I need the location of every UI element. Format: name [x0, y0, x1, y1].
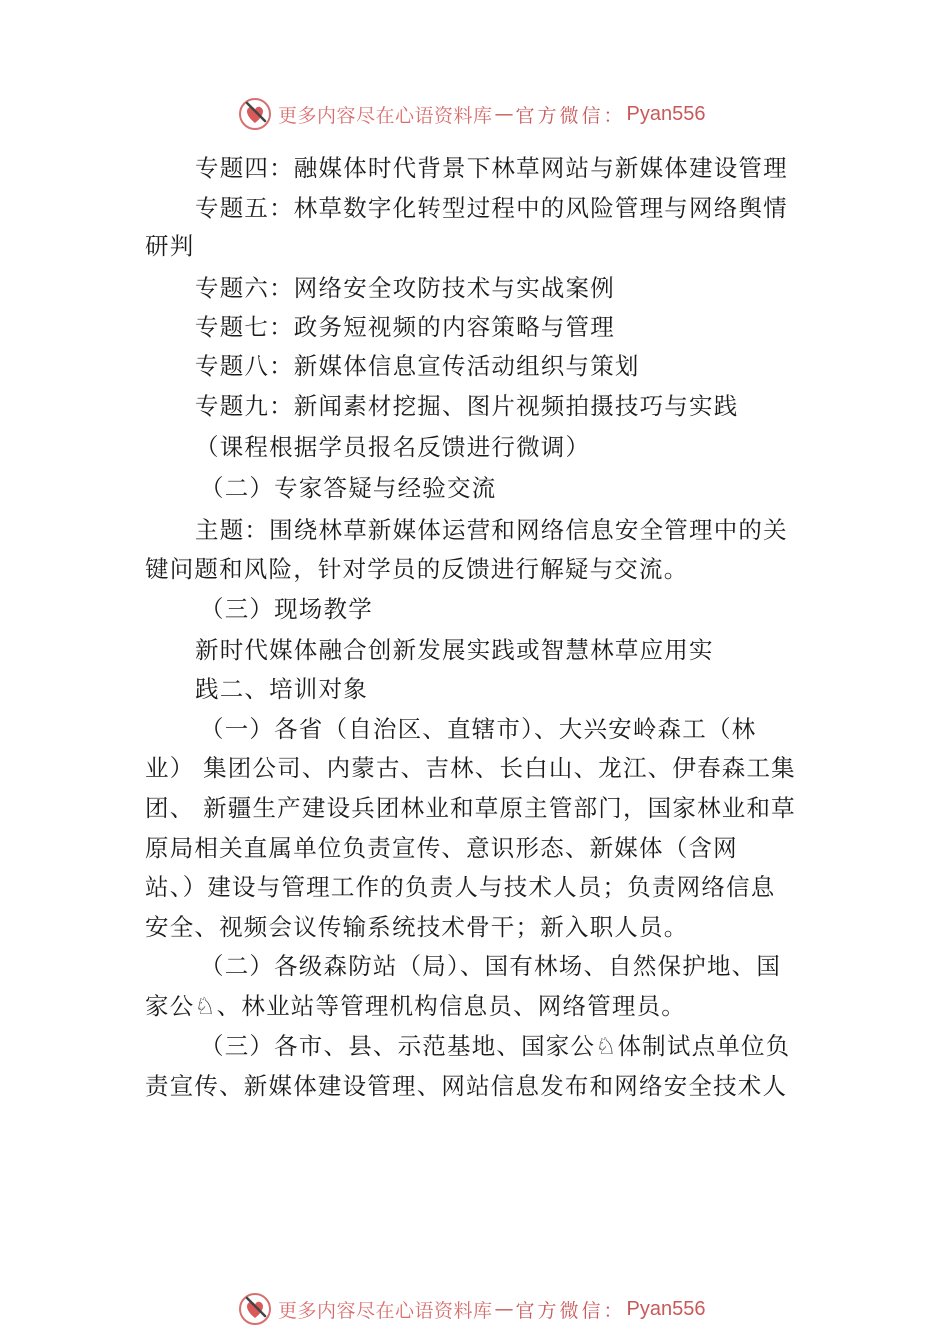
text-line: 业） 集团公司、内蒙古、吉林、长白山、龙江、伊春森工集 [145, 754, 796, 782]
text-line: （二）专家答疑与经验交流 [200, 474, 497, 502]
watermark-wechat-label: 官方微信 [515, 104, 604, 127]
text-line: 专题五：林草数字化转型过程中的风险管理与网络舆情 [195, 194, 788, 222]
text-line: （三）各市、县、示范基地、国家公♘体制试点单位负 [200, 1032, 791, 1060]
text-line: 主题：围绕林草新媒体运营和网络信息安全管理中的关 [195, 516, 788, 544]
watermark-wechat-id: Pyan556 [626, 102, 706, 125]
text-line: 安全、视频会议传输系统技术骨干；新入职人员。 [145, 913, 689, 941]
watermark-footer [238, 1292, 706, 1326]
watermark-text: 更多内容尽在心语资料库 [278, 1299, 493, 1322]
watermark-dash: — [494, 1298, 514, 1320]
text-line: 团、 新疆生产建设兵团林业和草原主管部门，国家林业和草 [145, 794, 796, 822]
heart-logo-icon [238, 1292, 272, 1326]
watermark-header [238, 97, 706, 131]
text-line: 研判 [145, 232, 195, 260]
text-line: 专题八：新媒体信息宣传活动组织与策划 [195, 352, 640, 380]
watermark-text: 更多内容尽在心语资料库 [278, 104, 493, 127]
watermark-colon: ： [603, 1299, 623, 1322]
watermark-dash: — [494, 103, 514, 125]
text-line: （课程根据学员报名反馈进行微调） [195, 433, 591, 461]
text-line: （一）各省（自治区、直辖市）、大兴安岭森工（林 [200, 715, 757, 743]
text-line: 原局相关直属单位负责宣传、意识形态、新媒体（含网 [145, 834, 738, 862]
text-line: 专题六：网络安全攻防技术与实战案例 [195, 274, 615, 302]
text-line: 专题四：融媒体时代背景下林草网站与新媒体建设管理 [195, 154, 788, 182]
watermark-wechat-label: 官方微信 [515, 1299, 604, 1322]
watermark-wechat-id: Pyan556 [626, 1297, 706, 1320]
watermark-colon: ： [603, 104, 623, 127]
text-line: 站、）建设与管理工作的负责人与技术人员；负责网络信息 [145, 873, 776, 901]
text-line: 践二、培训对象 [195, 675, 368, 703]
text-line: 责宣传、新媒体建设管理、网站信息发布和网络安全技术人 [145, 1072, 788, 1100]
text-line: 键问题和风险，针对学员的反馈进行解疑与交流。 [145, 555, 689, 583]
heart-logo-icon [238, 97, 272, 131]
text-line: （二）各级森防站（局）、国有林场、自然保护地、国 [200, 952, 782, 980]
text-line: 专题七：政务短视频的内容策略与管理 [195, 313, 615, 341]
text-line: （三）现场教学 [200, 595, 373, 623]
text-line: 家公♘、林业站等管理机构信息员、网络管理员。 [145, 992, 686, 1020]
text-line: 新时代媒体融合创新发展实践或智慧林草应用实 [195, 636, 714, 664]
text-line: 专题九：新闻素材挖掘、图片视频拍摄技巧与实践 [195, 392, 739, 420]
